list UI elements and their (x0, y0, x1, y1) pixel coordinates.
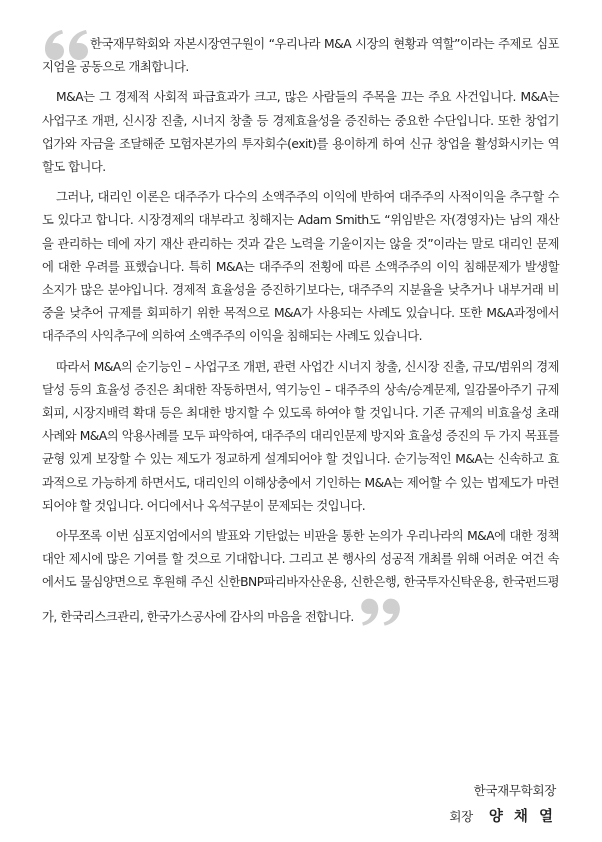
paragraph-ma-importance: M&A는 그 경제적 사회적 파급효과가 크고, 많은 사람들의 주목을 끄는 주요 사건입니다. M&A는 사업구조 개편, 신시장 진출, 시너지 창출 등 경제효율성을 증진하는 중요한 수단입니다. 또한 창업기업가와 자금을 조달해준 모험자본가의 투자회수(exit)를 용이하게 하여 신규 창업을 활성화시키는 역할도 합니다. (42, 90, 559, 175)
signature-line (449, 804, 556, 830)
closing-text: 아무쪼록 이번 심포지엄에서의 발표와 기탄없는 비판을 통한 논의가 우리나라의 M&A에 대한 정책대안 제시에 많은 기여를 할 것으로 기대합니다. 그리고 본 행사의 성공적 개최를 위해 어려운 여건 속에서도 물심양면으로 후원해 주신 신한BNP파리바자산운용, 신한은행, 한국투자신탁운용, 한국펀드평가, 한국리스크관리, 한국가스공사에 감사의 마음을 전합니다. (42, 529, 559, 624)
signature-block (449, 778, 556, 830)
paragraph-intro: 한국재무학회와 자본시장연구원이 “우리나라 M&A 시장의 현황과 역할”이라는 주제로 심포지엄을 공동으로 개최합니다. (42, 37, 559, 75)
close-quote-icon (358, 595, 404, 631)
signature-role: 회장 (449, 809, 473, 824)
letter-body (42, 33, 559, 638)
paragraph-agency-problem: 그러나, 대리인 이론은 대주주가 다수의 소액주주의 이익에 반하여 대주주의 사적이익을 추구할 수도 있다고 합니다. 시장경제의 대부라고 칭해지는 Adam Smith도 “위임받은 자(경영자)는 남의 재산을 관리하는 데에 자기 재산 관리하는 것과 같은 노력을 기울이지는 않을 것”이라는 말로 대리인 문제에 대한 우려를 표했습니다. 특히 M&A는 대주주의 전횡에 따른 소액주주의 이익 침해문제가 발생할 소지가 많은 분야입니다. 경제적 효율성을 증진하기보다는, 대주주의 지분율을 낮추거나 내부거래 비중을 낮추어 규제를 회피하기 위한 목적으로 M&A가 사용되는 사례도 있습니다. 또한 M&A과정에서 대주주의 사익추구에 의하여 소액주주의 이익을 침해되는 사례도 있습니다. (42, 190, 559, 344)
signature-organization: 한국재무학회장 (473, 783, 556, 798)
paragraph-closing (42, 525, 559, 631)
paragraph-regulation: 따라서 M&A의 순기능인 – 사업구조 개편, 관련 사업간 시너지 창출, 신시장 진출, 규모/범위의 경제 달성 등의 효율성 증진은 최대한 작동하면서, 역기능인 – 대주주의 상속/승계문제, 일감몰아주기 규제 회피, 시장지배력 확대 등은 최대한 방지할 수 있도록 하여야 할 것입니다. 기존 규제의 비효율성 초래 사례와 M&A의 악용사례를 모두 파악하여, 대주주의 대리인문제 방지와 효율성 증진의 두 가지 목표를 균형 있게 보장할 수 있는 제도가 정교하게 설계되어야 할 것입니다. 순기능적인 M&A는 신속하고 효과적으로 가능하게 하면서도, 대리인의 이해상충에서 기인하는 M&A는 제어할 수 있는 법제도가 마련되어야 할 것입니다. 어디에서나 옥석구분이 문제되는 것입니다. (42, 359, 559, 513)
signature-name: 양 채 열 (488, 809, 556, 825)
